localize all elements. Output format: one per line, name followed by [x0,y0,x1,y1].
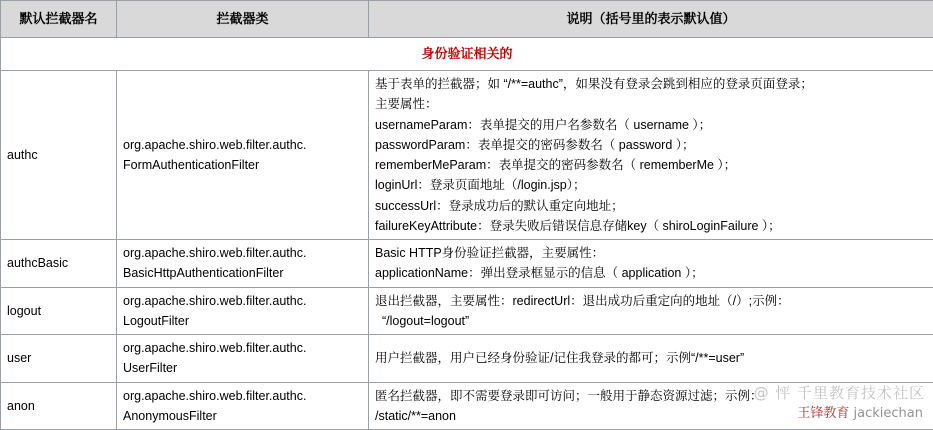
column-header-description: 说明（括号里的表示默认值） [369,1,933,38]
table-row [1,335,933,383]
filter-class: org.apache.shiro.web.filter.authc. AnonymousFilter [117,382,369,430]
filter-name: logout [1,287,117,335]
filter-class: org.apache.shiro.web.filter.authc. BasicHttpAuthenticationFilter [117,240,369,288]
column-header-filter-class: 拦截器类 [117,1,369,38]
filter-description: Basic HTTP身份验证拦截器，主要属性： applicationName：弹出登录框显示的信息（ application ）； [369,240,933,288]
table-row [1,382,933,430]
section-title-row [1,38,933,71]
table-row [1,71,933,240]
watermark-brand: 王锋教育 [797,406,849,421]
filter-class: org.apache.shiro.web.filter.authc. LogoutFilter [117,287,369,335]
section-title: 身份验证相关的 [1,38,933,71]
table-row [1,287,933,335]
filter-description: 用户拦截器，用户已经身份验证/记住我登录的都可；示例“/**=user” [369,335,933,383]
table-row [1,240,933,288]
filter-class: org.apache.shiro.web.filter.authc. FormAuthenticationFilter [117,71,369,240]
filter-name: anon [1,382,117,430]
table-header-row [1,1,933,38]
filter-description: 退出拦截器，主要属性：redirectUrl：退出成功后重定向的地址（/）;示例： “/logout=logout” [369,287,933,335]
filter-name: user [1,335,117,383]
filter-description: 匿名拦截器，即不需要登录即可访问；一般用于静态资源过滤；示例： /static/**=anon [369,382,933,430]
filter-class: org.apache.shiro.web.filter.authc. UserFilter [117,335,369,383]
column-header-filter-name: 默认拦截器名 [1,1,117,38]
watermark-primary: @ 怦 千里教育技术社区 [753,382,925,403]
filter-name: authc [1,71,117,240]
filter-description: 基于表单的拦截器；如 “/**=authc”，如果没有登录会跳到相应的登录页面登录； 主要属性： usernameParam：表单提交的用户名参数名（ username ）； passwordParam：表单提交的密码参数名（ password ）； rememberMeParam：表单提交的密码参数名（ rememberMe ）； loginUrl：登录页面地址（/login.jsp）； successUrl：登录成功后的默认重定向地址； failureKeyAttribute：登录失败后错误信息存储key（ shiroLoginFailure ）； [369,71,933,240]
filter-name: authcBasic [1,240,117,288]
watermark-author: jackiechan [854,406,923,421]
